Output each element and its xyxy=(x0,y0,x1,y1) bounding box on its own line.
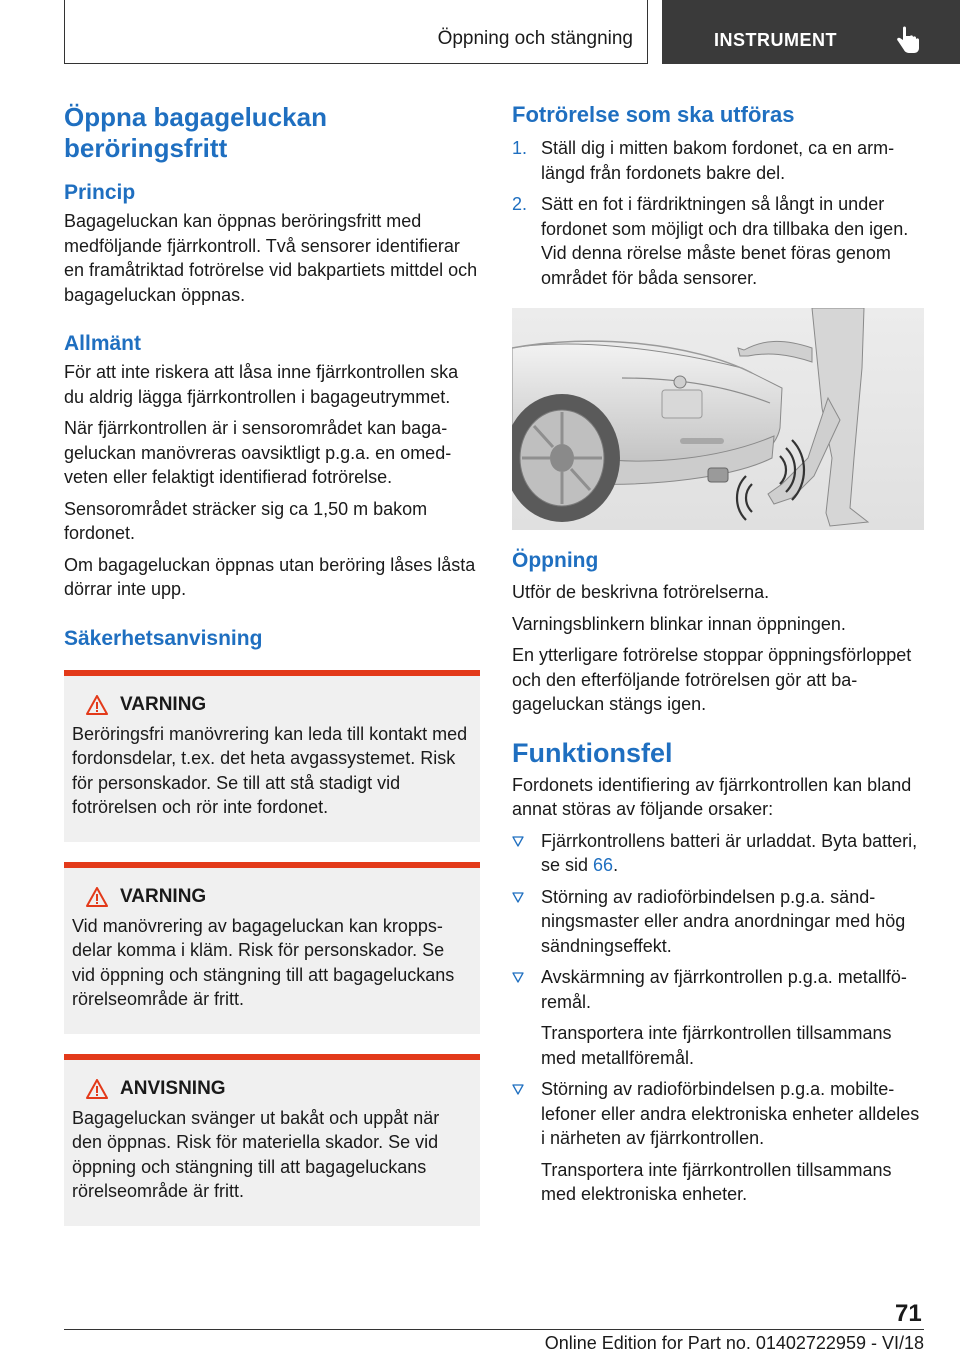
allmant-paragraph-4: Om bagageluckan öppnas utan beröring låses låsta dörrar inte upp. xyxy=(64,554,476,599)
cause-text-4: Störning av radioförbindelsen p.g.a. mobiltelefoner eller andra elektroniska enheter alldeles i närheten av fjärrkontrollen. xyxy=(541,1079,920,1148)
cause-item-1 xyxy=(512,829,924,878)
notice-title xyxy=(86,1078,472,1100)
notice-title-text: ANVISNING xyxy=(120,1077,226,1099)
warning-triangle-icon xyxy=(86,1079,108,1099)
allmant-paragraph-1: För att inte riskera att låsa inne fjärrkontrollen ska du aldrig lägga fjärrkontrollen i bagageutrymmet. xyxy=(64,362,459,407)
cause-text-1: Fjärrkontrollens batteri är urladdat. Byta batteri, se sid xyxy=(541,830,918,875)
step-item-2 xyxy=(512,192,924,290)
allmant-heading: Allmänt xyxy=(64,332,142,355)
cause-text-2: Störning av radioförbindelsen p.g.a. sändningsmaster eller andra anordningar med hög sändningseffekt. xyxy=(541,886,906,956)
bullet-triangle-icon xyxy=(512,892,524,903)
step-text-1: Ställ dig i mitten bakom fordonet, ca en armlängd från fordonets bakre del. xyxy=(541,138,895,183)
allmant-paragraph-3: Sensorområdet sträcker sig ca 1,50 m bakom fordonet. xyxy=(64,498,428,543)
cause-item-3 xyxy=(512,965,924,1070)
step-item-1 xyxy=(512,136,924,185)
step-number-2: 2. xyxy=(512,194,528,214)
cause-item-4 xyxy=(512,1077,924,1207)
page-number: 71 xyxy=(895,1300,922,1327)
pointing-hand-icon xyxy=(894,26,920,54)
causes-list xyxy=(512,829,924,1207)
bullet-triangle-icon xyxy=(512,836,524,847)
warning-title-1 xyxy=(86,694,472,716)
cause-text-1-end: . xyxy=(613,855,619,875)
warning-title-text-1: VARNING xyxy=(120,693,207,715)
warning-title-text-2: VARNING xyxy=(120,885,207,907)
oppning-paragraph-1: Utför de beskrivna fotrörelserna. xyxy=(512,582,770,602)
sakerhet-heading: Säkerhetsanvisning xyxy=(64,626,263,650)
foot-gesture-illustration xyxy=(512,308,924,530)
warning-text-2: Vid manövrering av bagageluckan kan kroppsdelar komma i kläm. Risk för personskador. Se vid öppning och stängning till att bagageluckans rörelseområde är fritt. xyxy=(72,915,455,1009)
header-section-box xyxy=(64,0,648,64)
main-title-line1: Öppna bagageluckan xyxy=(64,102,327,132)
notice-text: Bagageluckan svänger ut bakåt och uppåt när den öppnas. Risk för materiella skador. Se vid öppning och stängning till att bagageluckans rörelseområde är fritt. xyxy=(72,1107,440,1201)
left-column xyxy=(64,102,480,1226)
cause-advice-3: Transportera inte fjärrkontrollen tillsammans med metallföremål. xyxy=(541,1023,892,1068)
warning-box-1 xyxy=(64,670,480,842)
princip-text: Bagageluckan kan öppnas beröringsfritt med medföljande fjärrkontroll. Två sensorer identifierar en framåtriktad fotrörelse vid bakpartiets mittdel och bagageluckan öppnas. xyxy=(64,211,478,305)
footer-edition: Online Edition for Part no. 01402722959 - VI/18 xyxy=(544,1333,924,1353)
funktionsfel-intro: Fordonets identifiering av fjärrkontrollen kan bland annat störas av följande orsaker: xyxy=(512,774,912,819)
warning-triangle-icon xyxy=(86,695,108,715)
allmant-paragraph-2: När fjärrkontrollen är i sensorområdet kan bagageluckan manövreras oavsiktligt p.g.a. en omedveten eller felaktigt identifierad fotrörelse. xyxy=(64,418,452,487)
bullet-triangle-icon xyxy=(512,1084,524,1095)
warning-text-1: Beröringsfri manövrering kan leda till kontakt med fordonsdelar, t.ex. det heta avgassystemet. Risk för personskador. Se till att stå stadigt vid fotrörelsen och rör inte fordonet. xyxy=(72,723,468,817)
bullet-triangle-icon xyxy=(512,972,524,983)
steps-list xyxy=(512,136,924,290)
section-title: Öppning och stängning xyxy=(437,28,633,49)
warning-triangle-icon xyxy=(86,887,108,907)
main-title xyxy=(64,102,480,164)
warning-box-2 xyxy=(64,862,480,1034)
fotrorelse-heading: Fotrörelse som ska utföras xyxy=(512,102,795,127)
right-column xyxy=(512,102,924,1214)
warning-title-2 xyxy=(86,886,472,908)
page-reference-link[interactable]: 66 xyxy=(593,855,614,875)
chapter-tab-label: INSTRUMENT xyxy=(714,30,837,50)
cause-text-3: Avskärmning av fjärrkontrollen p.g.a. metallföremål. xyxy=(541,967,907,1012)
cause-advice-4: Transportera inte fjärrkontrollen tillsammans med elektroniska enheter. xyxy=(541,1159,892,1204)
step-number-1: 1. xyxy=(512,138,528,158)
chapter-tab[interactable] xyxy=(662,0,960,64)
cause-item-2 xyxy=(512,885,924,959)
funktionsfel-heading: Funktionsfel xyxy=(512,737,673,768)
oppning-paragraph-2: Varningsblinkern blinkar innan öppningen. xyxy=(512,613,846,634)
oppning-paragraph-3: En ytterligare fotrörelse stoppar öppningsförloppet och den efterföljande fotrörelsen gör att bagageluckan stängs igen. xyxy=(512,645,912,714)
notice-box xyxy=(64,1054,480,1226)
princip-heading: Princip xyxy=(64,181,136,204)
main-title-line2: beröringsfritt xyxy=(64,133,228,163)
footer-divider xyxy=(64,1329,924,1330)
step-text-2: Sätt en fot i färdriktningen så långt in under fordonet som möjligt och dra tillbaka den igen. Vid denna rörelse måste benet föras genom området för båda sensorer. xyxy=(541,194,909,288)
oppning-heading: Öppning xyxy=(512,549,599,572)
